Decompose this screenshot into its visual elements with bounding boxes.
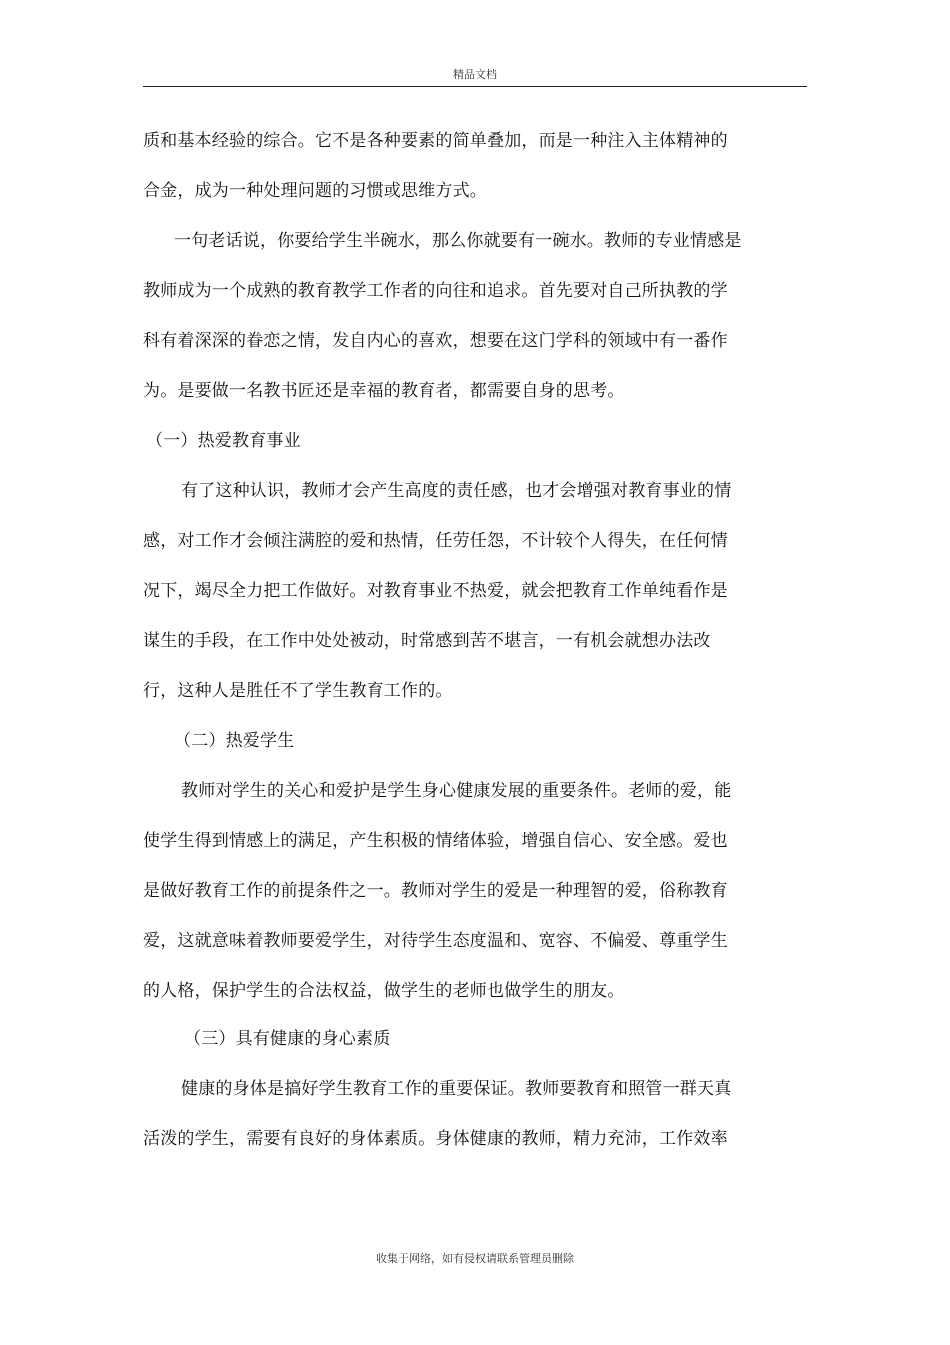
- body-line: 感，对工作才会倾注满腔的爱和热情，任劳任怨，不计较个人得失，在任何情: [143, 531, 728, 551]
- body-line: 教师成为一个成熟的教育教学工作者的向往和追求。首先要对自己所执教的学: [143, 281, 728, 301]
- body-line: 行，这种人是胜任不了学生教育工作的。: [143, 681, 453, 701]
- body-line: 爱，这就意味着教师要爱学生，对待学生态度温和、宽容、不偏爱、尊重学生: [143, 931, 728, 951]
- body-line: 谋生的手段，在工作中处处被动，时常感到苦不堪言，一有机会就想办法改: [143, 631, 711, 651]
- page-header: [143, 64, 807, 87]
- section-heading-3: （三）具有健康的身心素质: [184, 1029, 391, 1049]
- body-line: 使学生得到情感上的满足，产生积极的情绪体验，增强自信心、安全感。爱也: [143, 831, 728, 851]
- body-line: 科有着深深的眷恋之情，发自内心的喜欢，想要在这门学科的领域中有一番作: [143, 331, 728, 351]
- paragraph-start-line: 健康的身体是搞好学生教育工作的重要保证。教师要教育和照管一群天真: [181, 1079, 732, 1099]
- body-line: 的人格，保护学生的合法权益，做学生的老师也做学生的朋友。: [143, 981, 625, 1001]
- paragraph-start-line: 教师对学生的关心和爱护是学生身心健康发展的重要条件。老师的爱，能: [181, 781, 732, 801]
- section-heading-2: （二）热爱学生: [174, 731, 295, 751]
- paragraph-start-line: 一句老话说，你要给学生半碗水，那么你就要有一碗水。教师的专业情感是: [174, 231, 742, 251]
- header-text: 精品文档: [453, 68, 497, 81]
- section-heading-1: （一）热爱教育事业: [146, 431, 301, 451]
- body-line: 合金，成为一种处理问题的习惯或思维方式。: [143, 181, 487, 201]
- paragraph-start-line: 有了这种认识，教师才会产生高度的责任感，也才会增强对教育事业的情: [181, 481, 732, 501]
- body-line: 况下，竭尽全力把工作做好。对教育事业不热爱，就会把教育工作单纯看作是: [143, 581, 728, 601]
- body-line: 质和基本经验的综合。它不是各种要素的简单叠加，而是一种注入主体精神的: [143, 131, 728, 151]
- page-footer: 收集于网络，如有侵权请联系管理员删除: [376, 1252, 574, 1265]
- body-line: 活泼的学生，需要有良好的身体素质。身体健康的教师，精力充沛，工作效率: [143, 1129, 728, 1149]
- body-line: 是做好教育工作的前提条件之一。教师对学生的爱是一种理智的爱，俗称教育: [143, 881, 728, 901]
- body-line: 为。是要做一名教书匠还是幸福的教育者，都需要自身的思考。: [143, 381, 625, 401]
